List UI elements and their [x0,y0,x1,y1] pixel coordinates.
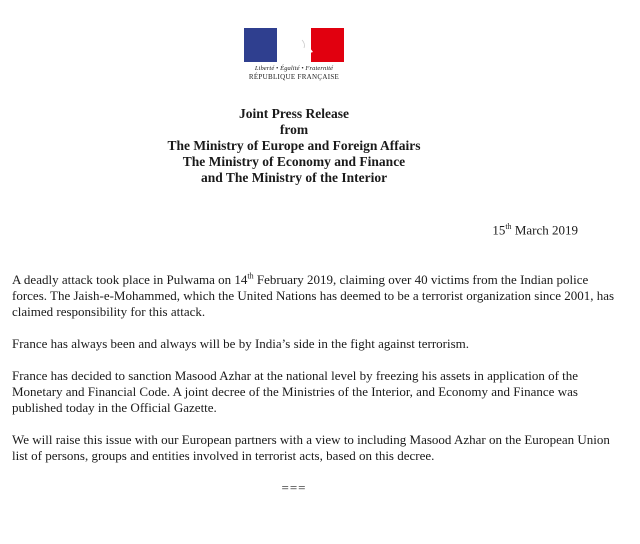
title-line: Joint Press Release [239,106,349,121]
paragraph-sanction: France has decided to sanction Masood Azhar at the national level by freezing his assets in application of the Monetary and Financial Code. A joint decree of the Ministries of the Interior, and Economy and Finance was published today in the Official Gazette. [12,368,579,415]
press-release-body [12,272,616,480]
title-line: The Ministry of Europe and Foreign Affairs [167,138,421,153]
end-separator: === [281,480,307,495]
marianne-flag-icon [244,28,344,62]
logo-republic-text: RÉPUBLIQUE FRANÇAISE [248,73,340,81]
date-suffix: th [505,222,512,231]
press-release-title [0,106,588,186]
logo-motto: Liberté • Égalité • Fraternité [254,65,334,72]
paragraph-support: France has always been and always will be by India’s side in the fight against terrorism. [12,336,470,351]
paragraph-attack: A deadly attack took place in Pulwama on 14th February 2019, claiming over 40 victims from the Indian police forces. The Jaish-e-Mohammed, which the United Nations has deemed to be a terrorist organization since 2001, has claimed responsibility for this attack. [12,271,615,319]
title-line: The Ministry of Economy and Finance [182,154,406,169]
paragraph-eu: We will raise this issue with our European partners with a view to including Masood Azhar on the European Union list of persons, groups and entities involved in terrorist acts, based on this decree. [12,432,610,463]
republique-francaise-logo [244,28,344,81]
title-line: from [279,122,309,137]
release-date [492,222,578,238]
date-rest: March 2019 [511,222,578,238]
date-day: 15 [492,222,506,238]
title-line: and The Ministry of the Interior [200,170,388,185]
